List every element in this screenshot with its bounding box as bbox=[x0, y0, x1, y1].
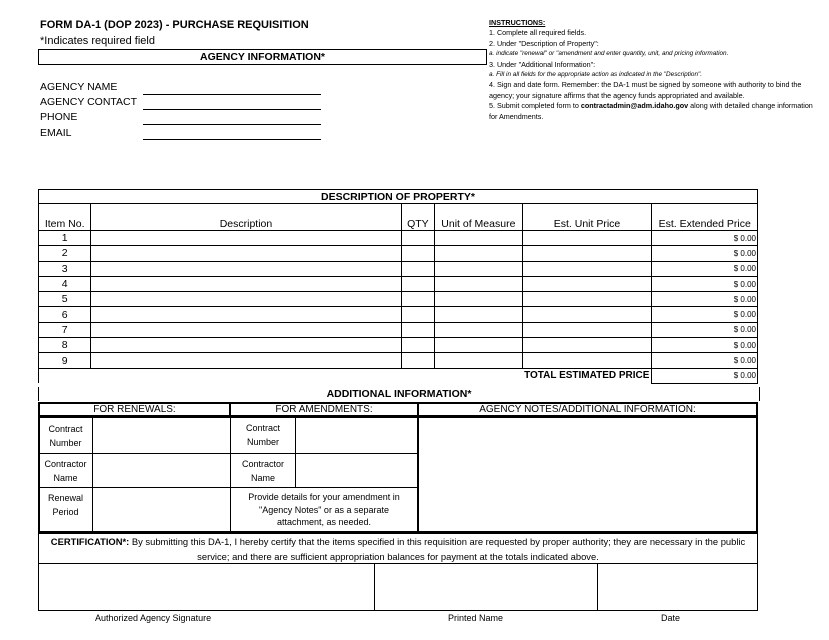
unit-price-cell[interactable] bbox=[522, 231, 652, 246]
renewals-header: FOR RENEWALS: bbox=[38, 402, 231, 417]
description-cell[interactable] bbox=[91, 353, 401, 368]
unit-price-cell[interactable] bbox=[522, 338, 652, 353]
qty-cell[interactable] bbox=[401, 338, 435, 353]
description-cell[interactable] bbox=[91, 338, 401, 353]
signature-label: Authorized Agency Signature bbox=[95, 613, 212, 623]
certification-label: CERTIFICATION*: bbox=[50, 536, 130, 547]
certification bbox=[38, 533, 758, 564]
extended-price: $ 0.00 bbox=[652, 307, 758, 322]
col-item-no: Item No. bbox=[39, 204, 91, 231]
extended-price: $ 0.00 bbox=[652, 246, 758, 261]
extended-price: $ 0.00 bbox=[652, 231, 758, 246]
table-row bbox=[39, 231, 758, 246]
unit-price-cell[interactable] bbox=[522, 292, 652, 307]
instruction-item: 4. Sign and date form. Remember: the DA-1 must be signed by someone with authority to bind the agency; your signature affirms that the agency funds appropriated and available. bbox=[489, 80, 802, 100]
extended-price: $ 0.00 bbox=[652, 338, 758, 353]
extended-price: $ 0.00 bbox=[652, 276, 758, 291]
unit-cell[interactable] bbox=[435, 307, 522, 322]
col-unit-measure: Unit of Measure bbox=[435, 204, 522, 231]
unit-cell[interactable] bbox=[435, 292, 522, 307]
phone-field[interactable] bbox=[143, 124, 321, 125]
agency-contact-field[interactable] bbox=[143, 109, 321, 110]
amendment-contractor-name-field[interactable] bbox=[295, 453, 418, 488]
table-row bbox=[39, 292, 758, 307]
description-cell[interactable] bbox=[91, 261, 401, 276]
description-cell[interactable] bbox=[91, 276, 401, 291]
qty-cell[interactable] bbox=[401, 307, 435, 322]
instruction-item: 1. Complete all required fields. bbox=[489, 28, 587, 38]
amendment-contract-number-label: Contract Number bbox=[230, 417, 296, 454]
instruction-item: a. indicate "renewal" or "amendment and enter quantity, unit, and pricing information. bbox=[489, 50, 729, 58]
description-cell[interactable] bbox=[91, 307, 401, 322]
renewal-contractor-name-field[interactable] bbox=[92, 453, 231, 488]
printed-name-field[interactable] bbox=[374, 563, 598, 611]
unit-price-cell[interactable] bbox=[522, 246, 652, 261]
unit-cell[interactable] bbox=[435, 231, 522, 246]
total-value: $ 0.00 bbox=[652, 368, 758, 383]
qty-cell[interactable] bbox=[401, 276, 435, 291]
unit-cell[interactable] bbox=[435, 261, 522, 276]
instruction-item: 2. Under "Description of Property": bbox=[489, 38, 599, 48]
table-row bbox=[39, 338, 758, 353]
description-cell[interactable] bbox=[91, 322, 401, 337]
item-no: 3 bbox=[39, 261, 91, 276]
contract-email-link[interactable]: contractadmin@adm.idaho.gov bbox=[580, 101, 689, 111]
property-header: DESCRIPTION OF PROPERTY* bbox=[39, 190, 758, 204]
total-row bbox=[39, 368, 758, 383]
qty-cell[interactable] bbox=[401, 353, 435, 368]
table-row bbox=[39, 276, 758, 291]
amendments-header: FOR AMENDMENTS: bbox=[229, 402, 419, 417]
description-cell[interactable] bbox=[91, 292, 401, 307]
unit-price-cell[interactable] bbox=[522, 276, 652, 291]
item-no: 7 bbox=[39, 322, 91, 337]
printed-name-label: Printed Name bbox=[448, 613, 504, 623]
extended-price: $ 0.00 bbox=[652, 322, 758, 337]
renewal-period-label: Renewal Period bbox=[38, 487, 93, 533]
required-note: *Indicates required field bbox=[40, 35, 155, 47]
renewal-period-field[interactable] bbox=[92, 487, 231, 533]
renewal-contract-number-label: Contract Number bbox=[38, 417, 93, 454]
amendment-note: Provide details for your amendment in "Agency Notes" or as a separate attachment, as needed. bbox=[230, 487, 418, 533]
agency-info-header: AGENCY INFORMATION* bbox=[38, 49, 487, 65]
additional-info-header: ADDITIONAL INFORMATION* bbox=[38, 387, 760, 401]
col-unit-price: Est. Unit Price bbox=[522, 204, 652, 231]
extended-price: $ 0.00 bbox=[652, 261, 758, 276]
unit-cell[interactable] bbox=[435, 276, 522, 291]
unit-price-cell[interactable] bbox=[522, 353, 652, 368]
agency-name-field[interactable] bbox=[143, 94, 321, 95]
item-no: 5 bbox=[39, 292, 91, 307]
amendment-contract-number-field[interactable] bbox=[295, 417, 418, 454]
instructions bbox=[489, 18, 819, 122]
unit-price-cell[interactable] bbox=[522, 307, 652, 322]
agency-notes-field[interactable] bbox=[417, 416, 758, 533]
form-title: FORM DA-1 (DOP 2023) - PURCHASE REQUISITION bbox=[40, 19, 309, 31]
amendment-contractor-name-label: Contractor Name bbox=[230, 453, 296, 488]
description-cell[interactable] bbox=[91, 246, 401, 261]
extended-price: $ 0.00 bbox=[652, 292, 758, 307]
email-field[interactable] bbox=[143, 139, 321, 140]
instruction-item: a. Fill in all fields for the appropriate action as indicated in the "Description". bbox=[489, 71, 703, 79]
total-label: TOTAL ESTIMATED PRICE bbox=[524, 370, 650, 382]
table-row bbox=[39, 261, 758, 276]
item-no: 9 bbox=[39, 353, 91, 368]
instruction-item: 3. Under "Additional Information": bbox=[489, 59, 596, 69]
extended-price: $ 0.00 bbox=[652, 353, 758, 368]
item-no: 8 bbox=[39, 338, 91, 353]
table-row bbox=[39, 353, 758, 368]
col-extended-price: Est. Extended Price bbox=[652, 204, 758, 231]
signature-field[interactable] bbox=[38, 563, 375, 611]
agency-name-label: AGENCY NAME bbox=[40, 81, 118, 93]
col-description: Description bbox=[91, 204, 401, 231]
notes-header: AGENCY NOTES/ADDITIONAL INFORMATION: bbox=[417, 402, 758, 417]
table-row bbox=[39, 322, 758, 337]
instruction-item: 5. Submit completed form to contractadmin@adm.idaho.gov along with detailed change information for Amendments. bbox=[489, 101, 813, 121]
qty-cell[interactable] bbox=[401, 292, 435, 307]
property-table bbox=[38, 189, 758, 384]
agency-contact-label: AGENCY CONTACT bbox=[40, 96, 138, 108]
description-cell[interactable] bbox=[91, 231, 401, 246]
col-qty: QTY bbox=[401, 204, 435, 231]
instructions-heading: INSTRUCTIONS: bbox=[489, 18, 546, 27]
table-row bbox=[39, 307, 758, 322]
qty-cell[interactable] bbox=[401, 246, 435, 261]
unit-price-cell[interactable] bbox=[522, 322, 652, 337]
qty-cell[interactable] bbox=[401, 261, 435, 276]
qty-cell[interactable] bbox=[401, 231, 435, 246]
unit-price-cell[interactable] bbox=[522, 261, 652, 276]
table-row bbox=[39, 246, 758, 261]
date-field[interactable] bbox=[597, 563, 758, 611]
unit-cell[interactable] bbox=[435, 246, 522, 261]
item-no: 2 bbox=[39, 246, 91, 261]
unit-cell[interactable] bbox=[435, 338, 522, 353]
item-no: 4 bbox=[39, 276, 91, 291]
renewal-contractor-name-label: Contractor Name bbox=[38, 453, 93, 488]
item-no: 6 bbox=[39, 307, 91, 322]
phone-label: PHONE bbox=[40, 111, 78, 123]
certification-text: By submitting this DA-1, I hereby certify that the items specified in this requisition are requested by proper authority; they are necessary in the public service; and there are sufficient appropriation balances for payment at the totals indicated above. bbox=[131, 536, 746, 562]
item-no: 1 bbox=[39, 231, 91, 246]
date-label: Date bbox=[661, 613, 681, 623]
unit-cell[interactable] bbox=[435, 353, 522, 368]
renewal-contract-number-field[interactable] bbox=[92, 417, 231, 454]
unit-cell[interactable] bbox=[435, 322, 522, 337]
qty-cell[interactable] bbox=[401, 322, 435, 337]
email-label: EMAIL bbox=[40, 127, 72, 139]
